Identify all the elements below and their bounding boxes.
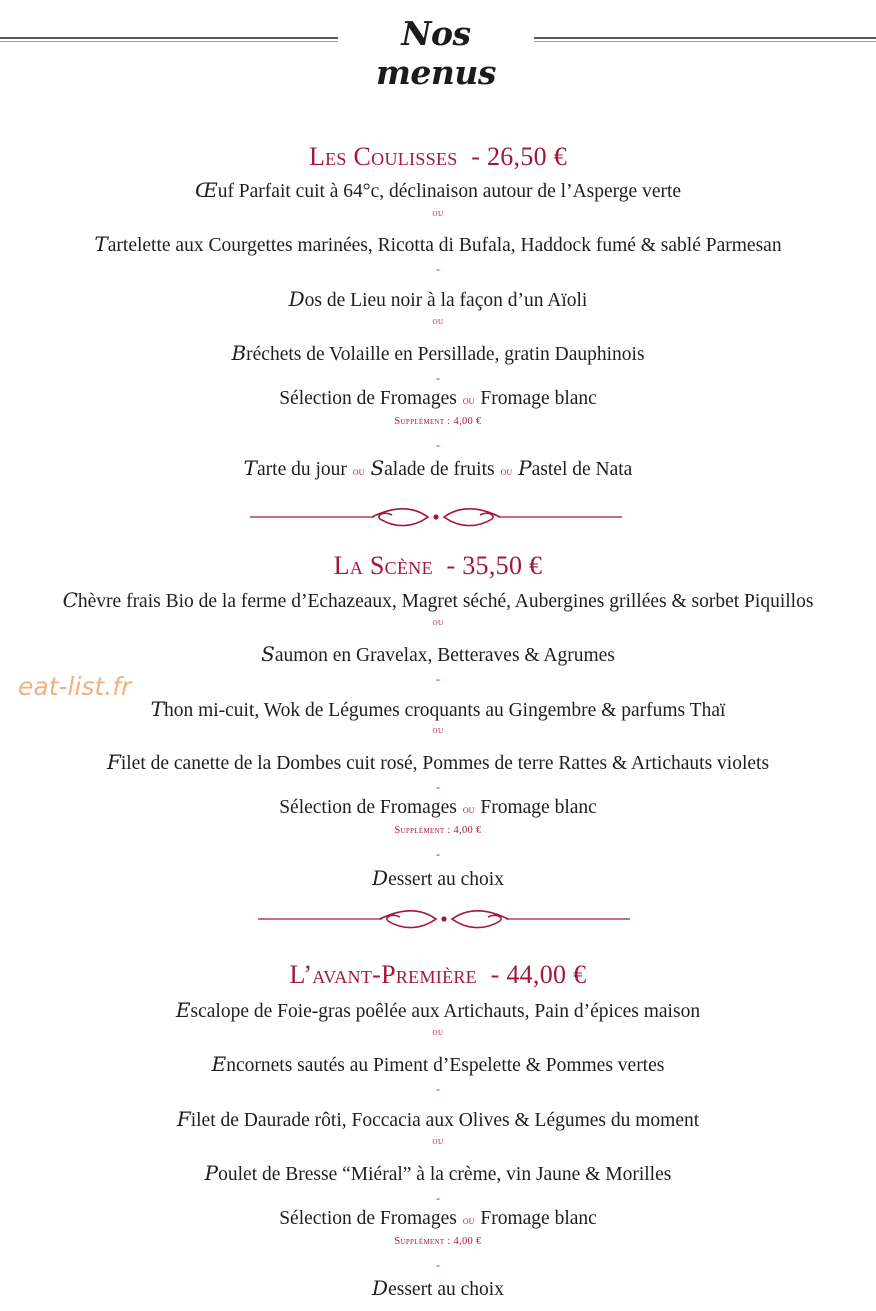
separator-dash: -	[436, 672, 440, 686]
dish-line	[0, 697, 876, 722]
separator-ou: ou	[432, 208, 444, 219]
separator-dash: -	[436, 1082, 440, 1096]
separator-dash: -	[436, 780, 440, 794]
menu-name: La Scène	[333, 551, 433, 580]
dish-initial: F	[106, 750, 121, 774]
dish-text: ilet de Daurade rôti, Foccacia aux Olives & Légumes du moment	[190, 1110, 700, 1131]
inline-ou: ou	[462, 395, 475, 407]
dish-initial: T	[150, 697, 164, 721]
dish-text: essert au choix	[388, 869, 504, 890]
separator-dash: -	[436, 1191, 440, 1205]
dish-text: oulet de Bresse “Miéral” à la crème, vin Jaune & Morilles	[218, 1164, 672, 1185]
inline-ou: ou	[352, 466, 365, 478]
separator-ou: ou	[432, 1027, 444, 1038]
dessert-initial: P	[518, 456, 532, 480]
menu-price: - 44,00 €	[476, 960, 587, 989]
dish-initial: F	[176, 1107, 191, 1131]
dish-line	[0, 998, 876, 1023]
dish-line	[0, 1161, 876, 1186]
menu-title	[0, 551, 876, 581]
dish-line	[0, 287, 876, 312]
dessert-text: arte du jour	[257, 459, 347, 480]
ornament-divider-1	[250, 503, 622, 531]
dish-text: ilet de canette de la Dombes cuit rosé, Pommes de terre Rattes & Artichauts violets	[120, 753, 770, 774]
dish-initial: S	[261, 642, 275, 666]
header-rule-right	[534, 37, 876, 42]
supplement-note: Supplément : 4,00 €	[394, 1236, 482, 1247]
dish-initial: E	[175, 998, 191, 1022]
separator-dash: -	[436, 371, 440, 385]
cheese-option: Sélection de Fromages	[279, 797, 457, 818]
cheese-option: Sélection de Fromages	[279, 388, 457, 409]
dish-line	[0, 750, 876, 775]
separator-ou: ou	[432, 617, 444, 628]
dessert-option	[243, 456, 347, 480]
dish-initial: P	[204, 1161, 219, 1185]
dish-text: uf Parfait cuit à 64°c, déclinaison autour de l’Asperge verte	[217, 181, 682, 202]
dish-text: réchets de Volaille en Persillade, gratin Dauphinois	[246, 344, 645, 365]
dish-line	[0, 642, 876, 667]
dish-initial: D	[372, 866, 389, 890]
dish-text: hon mi-cuit, Wok de Légumes croquants au Gingembre & parfums Thaï	[163, 700, 726, 721]
dessert-initial: S	[370, 456, 385, 480]
separator-ou: ou	[432, 1136, 444, 1147]
dessert-option	[370, 456, 495, 480]
menu-price: - 26,50 €	[457, 142, 568, 171]
dish-text: aumon en Gravelax, Betteraves & Agrumes	[274, 645, 615, 666]
dish-line	[0, 232, 876, 257]
dish-line	[0, 1276, 876, 1301]
fromage-blanc-option: Fromage blanc	[480, 797, 597, 818]
dish-line	[0, 1107, 876, 1132]
dessert-line	[0, 456, 876, 481]
dish-line	[0, 1052, 876, 1077]
dish-text: scalope de Foie-gras poêlée aux Artichauts, Pain d’épices maison	[190, 1001, 701, 1022]
dish-initial: E	[211, 1052, 227, 1076]
dish-initial: D	[288, 287, 305, 311]
menu-title	[0, 142, 876, 172]
dessert-option	[518, 456, 633, 480]
cheese-line	[0, 1208, 876, 1230]
dessert-initial: T	[243, 456, 257, 480]
cheese-line	[0, 797, 876, 819]
dish-initial: C	[62, 588, 78, 612]
inline-ou: ou	[462, 1215, 475, 1227]
fromage-blanc-option: Fromage blanc	[480, 388, 597, 409]
dessert-text: alade de fruits	[384, 459, 495, 480]
separator-dash: -	[436, 1258, 440, 1272]
page-title: Nos menus	[376, 14, 496, 92]
cheese-option: Sélection de Fromages	[279, 1208, 457, 1229]
supplement-note: Supplément : 4,00 €	[394, 416, 482, 427]
separator-ou: ou	[432, 316, 444, 327]
header-rule-left	[0, 37, 338, 42]
menu-name: Les Coulisses	[308, 142, 458, 171]
inline-ou: ou	[462, 804, 475, 816]
menu-price: - 35,50 €	[432, 551, 543, 580]
cheese-line	[0, 388, 876, 410]
dish-text: os de Lieu noir à la façon d’un Aïoli	[304, 290, 588, 311]
dish-initial: D	[372, 1276, 389, 1300]
dish-initial: B	[231, 341, 247, 365]
dish-initial: T	[94, 232, 108, 256]
watermark: eat-list.fr	[18, 672, 132, 701]
header	[0, 14, 876, 92]
separator-dash: -	[436, 438, 440, 452]
dish-line	[0, 341, 876, 366]
inline-ou: ou	[500, 466, 513, 478]
supplement-note: Supplément : 4,00 €	[394, 825, 482, 836]
dish-initial: Œ	[194, 178, 218, 202]
dish-text: artelette aux Courgettes marinées, Ricotta di Bufala, Haddock fumé & sablé Parmesan	[107, 235, 782, 256]
dish-text: essert au choix	[388, 1279, 504, 1300]
dish-line	[0, 178, 876, 203]
dessert-text: astel de Nata	[531, 459, 633, 480]
dish-line	[0, 588, 876, 613]
dish-line	[0, 866, 876, 891]
fromage-blanc-option: Fromage blanc	[480, 1208, 597, 1229]
menu-title	[0, 960, 876, 990]
dish-text: ncornets sautés au Piment d’Espelette & Pommes vertes	[226, 1055, 665, 1076]
dish-text: hèvre frais Bio de la ferme d’Echazeaux, Magret séché, Aubergines grillées & sorbet Piquillos	[77, 591, 814, 612]
separator-dash: -	[436, 262, 440, 276]
menu-name: L’avant-Première	[289, 960, 477, 989]
ornament-divider-2	[258, 905, 630, 933]
separator-dash: -	[436, 847, 440, 861]
separator-ou: ou	[432, 725, 444, 736]
